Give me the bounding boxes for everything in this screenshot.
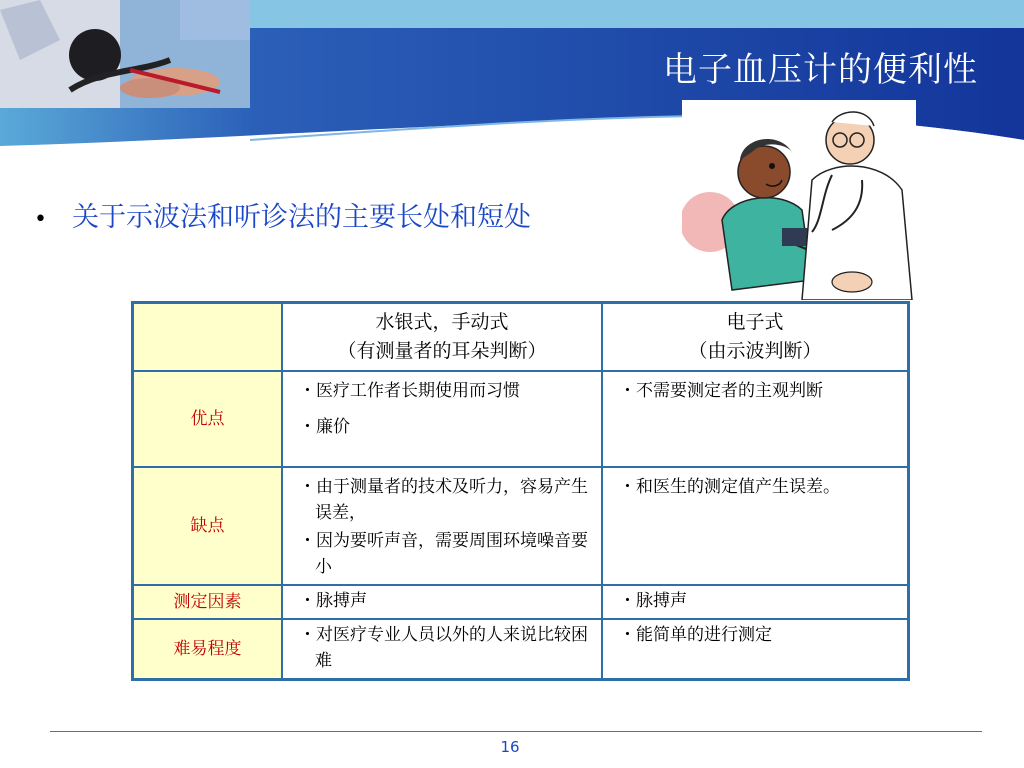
column-header-electronic-line2: （由示波判断） (688, 340, 822, 362)
table-corner-cell (133, 303, 283, 372)
row-label-disadvantages: 缺点 (133, 467, 283, 585)
table-row (133, 371, 909, 467)
cell-mercury-measurement-factor (282, 585, 602, 619)
column-header-electronic-line1: 电子式 (726, 311, 784, 333)
cell-electronic-disadvantages (602, 467, 909, 585)
list-item: ・因为要听声音，需要周围环境噪音要小 (299, 531, 588, 577)
cell-electronic-difficulty (602, 619, 909, 679)
bullet-point (34, 196, 531, 242)
list-item: ・医疗工作者长期使用而习惯 (299, 381, 520, 401)
cell-mercury-disadvantages (282, 467, 602, 585)
cell-mercury-difficulty (282, 619, 602, 679)
list-item: ・对医疗专业人员以外的人来说比较困难 (299, 625, 588, 671)
list-item: ・由于测量者的技术及听力，容易产生误差， (299, 477, 588, 523)
column-header-mercury (282, 303, 602, 372)
table-row (133, 585, 909, 619)
doctor-patient-illustration (682, 100, 916, 300)
cell-electronic-advantages (602, 371, 909, 467)
row-label-advantages: 优点 (133, 371, 283, 467)
doctor-measuring-patient-cartoon (682, 100, 916, 300)
list-item: ・和医生的测定值产生误差。 (619, 477, 840, 497)
row-label-measurement-factor: 测定因素 (133, 585, 283, 619)
bullet-marker: • (34, 207, 47, 232)
list-item: ・不需要测定者的主观判断 (619, 381, 823, 401)
page-number: 16 (500, 738, 520, 756)
bullet-text: 关于示波法和听诊法的主要长处和短处 (72, 202, 531, 233)
table-row (133, 467, 909, 585)
slide-title: 电子血压计的便利性 (663, 50, 978, 90)
blood-pressure-cuff-photo (0, 0, 250, 108)
cell-electronic-measurement-factor (602, 585, 909, 619)
table-row (133, 619, 909, 679)
column-header-mercury-line2: （有测量者的耳朵判断） (337, 340, 547, 362)
list-item: ・能简单的进行测定 (619, 625, 772, 645)
row-label-difficulty: 难易程度 (133, 619, 283, 679)
cell-mercury-advantages (282, 371, 602, 467)
comparison-table (131, 301, 910, 681)
list-item: ・廉价 (299, 417, 350, 437)
column-header-electronic (602, 303, 909, 372)
footer-divider (50, 731, 982, 732)
column-header-mercury-line1: 水银式，手动式 (375, 311, 509, 333)
list-item: ・脉搏声 (299, 591, 367, 611)
list-item: ・脉搏声 (619, 591, 687, 611)
table-header-row (133, 303, 909, 372)
